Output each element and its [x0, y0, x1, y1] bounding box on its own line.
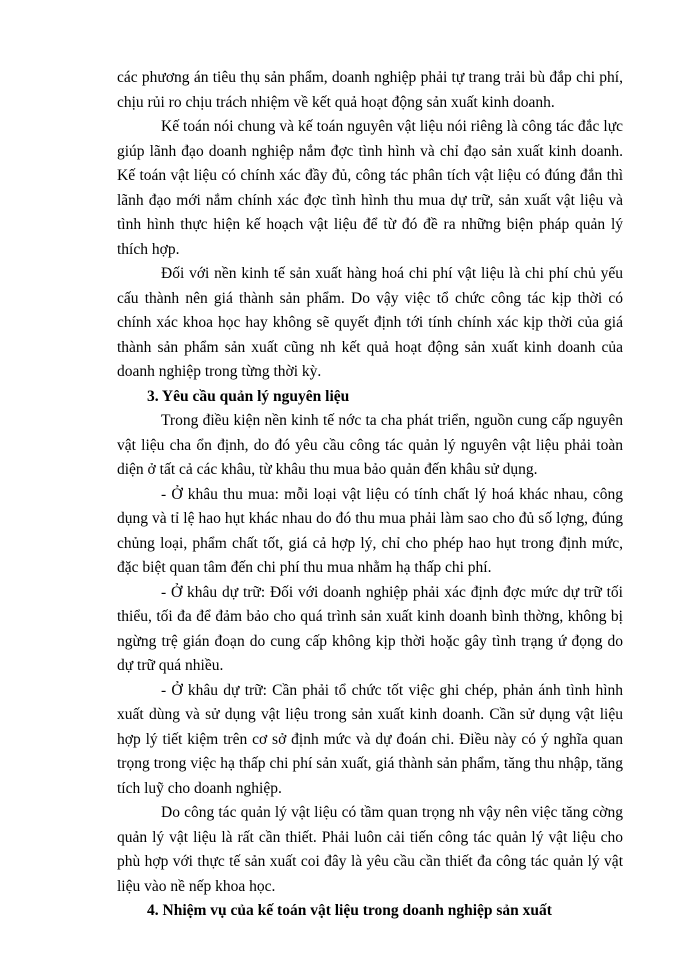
paragraph-accounting-role: Kế toán nói chung và kế toán nguyên vật liệu nói riêng là công tác đắc lực giúp lãnh đạo doanh nghiệp nắm đợc tình hình và chỉ đạo sản xuất kinh doanh. Kế toán vật liệu có chính xác đầy đủ, công tác phân tích vật liệu có đúng đắn thì lãnh đạo mới nắm chính xác đợc tình hình thu mua dự trữ, sản xuất vật liệu và tình hình thực hiện kế hoạch vật liệu để từ đó đề ra những biện pháp quản lý thích hợp.: [117, 118, 623, 258]
paragraph-continuation: các phương án tiêu thụ sản phẩm, doanh nghiệp phải tự trang trải bù đắp chi phí, chịu rủi ro chịu trách nhiệm về kết quả hoạt động sản xuất kinh doanh.: [117, 69, 623, 111]
paragraph-material-cost: Đối với nền kinh tế sản xuất hàng hoá chi phí vật liệu là chi phí chủ yếu cấu thành nên giá thành sản phẩm. Do vậy việc tổ chức công tác kịp thời có chính xác khoa học hay không sẽ quyết định tới tính chính xác kịp thời của giá thành sản phẩm sản xuất cũng nh kết quả hoạt động sản xuất kinh doanh của doanh nghiệp trong từng thời kỳ.: [117, 265, 623, 380]
paragraph-management-requirements: Trong điều kiện nền kinh tế nớc ta cha phát triển, nguồn cung cấp nguyên vật liệu cha ổn định, do đó yêu cầu công tác quản lý nguyên vật liệu phải toàn diện ở tất cả các khâu, từ khâu thu mua bảo quản đến khâu sử dụng.: [117, 412, 623, 478]
paragraph-purchasing-stage: - Ở khâu thu mua: mỗi loại vật liệu có tính chất lý hoá khác nhau, công dụng và tỉ lệ hao hụt khác nhau do đó thu mua phải làm sao cho đủ số lợng, đúng chủng loại, phẩm chất tốt, giá cả hợp lý, chỉ cho phép hao hụt trong định mức, đặc biệt quan tâm đến chi phí thu mua nhằm hạ thấp chi phí.: [117, 485, 623, 576]
paragraph-usage-stage: - Ở khâu dự trữ: Cần phải tổ chức tốt việc ghi chép, phản ánh tình hình xuất dùng và sử dụng vật liệu trong sản xuất kinh doanh. Cần sử dụng vật liệu hợp lý tiết kiệm trên cơ sở định mức và dự đoán chi. Điều này có ý nghĩa quan trọng trong việc hạ thấp chi phí sản xuất, giá thành sản phẩm, tăng thu nhập, tăng tích luỹ cho doanh nghiệp.: [117, 681, 623, 797]
paragraph-conclusion: Do công tác quản lý vật liệu có tầm quan trọng nh vậy nên việc tăng cờng quản lý vật liệu là rất cần thiết. Phải luôn cải tiến công tác quản lý vật liệu cho phù hợp với thực tế sản xuất coi đây là yêu cầu cần thiết đa công tác quản lý vật liệu vào nề nếp khoa học.: [117, 804, 623, 895]
paragraph-storage-stage: - Ở khâu dự trữ: Đối với doanh nghiệp phải xác định đợc mức dự trữ tối thiểu, tối đa để đảm bảo cho quá trình sản xuất kinh doanh bình thờng, không bị ngừng trệ gián đoạn do cung cấp không kịp thời hoặc gây tình trạng ứ đọng do dự trữ quá nhiều.: [117, 583, 623, 674]
section-heading-4: 4. Nhiệm vụ của kế toán vật liệu trong doanh nghiệp sản xuất: [147, 902, 552, 919]
section-heading-3: 3. Yêu cầu quản lý nguyên liệu: [147, 387, 350, 405]
document-body: [117, 66, 623, 924]
